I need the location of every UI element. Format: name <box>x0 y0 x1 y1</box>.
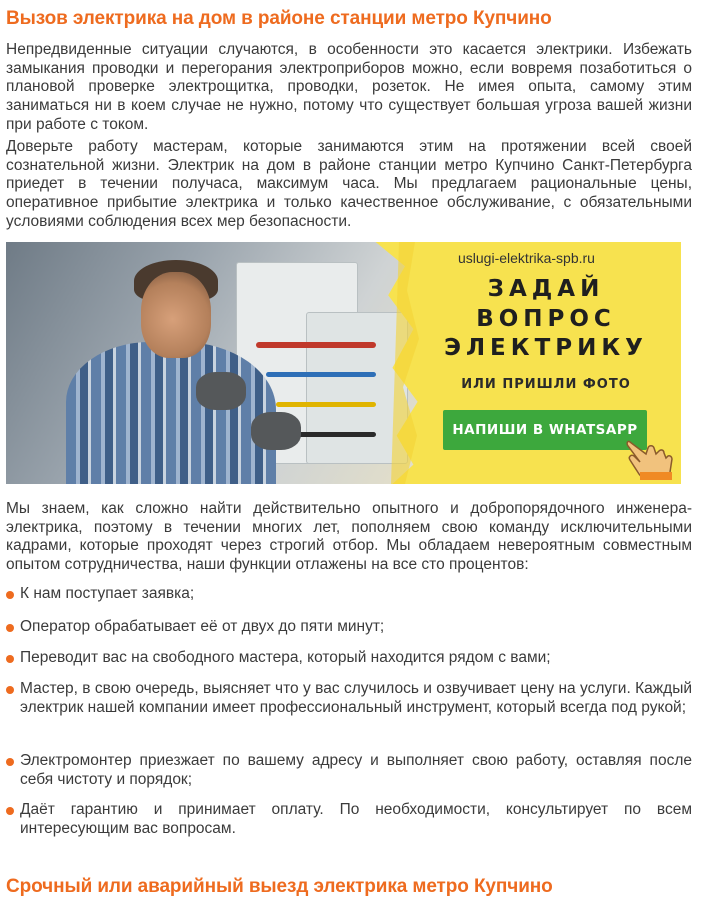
bullet-dot-icon <box>6 807 14 815</box>
urgent-call-heading: Срочный или аварийный выезд электрика метро Купчино <box>6 876 553 897</box>
electrician-photo <box>6 242 426 484</box>
bullet-dot-icon <box>6 655 14 663</box>
list-item: Оператор обрабатывает её от двух до пяти минут; <box>0 618 692 637</box>
whatsapp-button[interactable]: НАПИШИ В WHATSAPP <box>443 410 647 450</box>
banner-line-electrician: ЭЛЕКТРИКУ <box>444 335 648 361</box>
team-paragraph: Мы знаем, как сложно найти действительно опытного и добропорядочного инженера-электрика, поэтому в течении многих лет, пополняем свою команду исключительными кадрами, которые проходят через строгий отбор. Мы обладаем невероятным совместным опытом сотрудничества, наши функции отлажены на все сто процентов: <box>6 500 692 574</box>
banner-photo-note: ИЛИ ПРИШЛИ ФОТО <box>461 377 631 392</box>
list-item: Мастер, в свою очередь, выясняет что у вас случилось и озвучивает цену на услуги. Каждый электрик нашей компании имеет профессиональный инструмент, который всегда под рукой; <box>0 680 692 717</box>
intro-paragraph: Непредвиденные ситуации случаются, в особенности это касается электрики. Избежать замыкания проводки и перегорания электроприборов можно, если вовремя позаботиться о плановой проверке электрощитка, проводки, розеток. Не имея опыта, самому этим заниматься ни в коем случае не нужно, потому что существует большая угроза вашей жизни при работе с током. <box>6 41 692 133</box>
bullet-dot-icon <box>6 758 14 766</box>
pointing-hand-icon <box>626 438 674 480</box>
list-item: Переводит вас на свободного мастера, который находится рядом с вами; <box>0 649 692 668</box>
list-item: К нам поступает заявка; <box>0 585 692 604</box>
list-item: Даёт гарантию и принимает оплату. По необходимости, консультирует по всем интересующим вас вопросам. <box>0 801 692 838</box>
whatsapp-banner[interactable] <box>6 242 681 484</box>
site-url: uslugi-elektrika-spb.ru <box>458 250 595 266</box>
bullet-dot-icon <box>6 624 14 632</box>
list-item: Электромонтер приезжает по вашему адресу и выполняет свою работу, оставляя после себя чистоту и порядок; <box>0 752 692 789</box>
banner-line-question: ВОПРОС <box>476 306 616 332</box>
bullet-dot-icon <box>6 591 14 599</box>
trust-paragraph: Доверьте работу мастерам, которые занимаются этим на протяжении всей своей сознательной жизни. Электрик на дом в районе станции метро Купчино Санкт-Петербурга приедет в течении получаса, максимум часа. Мы предлагаем рациональные цены, оперативное прибытие электрика и только качественное обслуживание, с обязательными условиями соблюдения всех мер безопасности. <box>6 138 692 230</box>
banner-line-ask: ЗАДАЙ <box>487 276 605 302</box>
page-title: Вызов электрика на дом в районе станции метро Купчино <box>6 8 552 29</box>
bullet-dot-icon <box>6 686 14 694</box>
